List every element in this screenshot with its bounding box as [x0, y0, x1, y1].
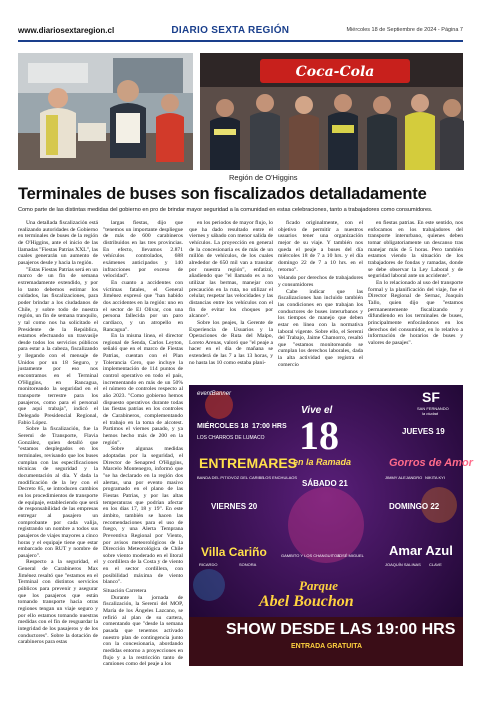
paragraph: Respecto a la seguridad, el General de Carabineros Max Jiménez resaltó que "estamos en el Terminal con distintos servicios públicos para prevenir y asegurar que los pasajeros que están tomando transporte hacia otras regiones tengan un viaje seguro y por ello estamos tomando nuestras medidas con el fin de resguardar la integridad de los pasajeros y de los conductores". Sobre la dotación de carabineros para estas: [18, 559, 98, 646]
sf-logo-icon: SF: [422, 389, 440, 405]
paragraph: Sobre los peajes, la Gerente de Experiencia de Usuarios y la Operaciones de Ruta del Maipo, Loreto Arenas, valoró que "el peaje a hacer en el día de mañana se extenderá de las 7 a las 13 horas, y no hasta las 10 como estaba plani-: [189, 319, 273, 366]
poster-day-friday: VIERNES 20: [211, 502, 258, 511]
paragraph: En lo relacionado al uso del transporte formal y la planificación del viaje, fue el Director Regional de Sernac, Joaquín Tallo, quien dijo que "estamos permanentemente fiscalizando y difundiendo en los terminales de buses, principalmente enfocándonos en los derechos del consumidor, en lo relativo a información de horarios de buses y valores de pasajes".: [368, 279, 463, 346]
paragraph: ficado originalmente, con el objetivo de permitir a nuestros usuarios tener una organización mejor de su viaje. Y también nos queda el peaje a buses del día miércoles 18 de 7 a 10 hrs. y el día domingo 22 de 7 a 10 hrs. en el retorno".: [278, 220, 363, 273]
poster-abel-bouchon: Abel Bouchon: [259, 593, 354, 610]
article-column-3: [189, 220, 273, 385]
poster-ramada: en la Ramada: [293, 457, 352, 467]
paragraph: En cuanto a accidentes con víctimas fatales, el General Jiménez expresó que "han habido dos accidentes en la región: uno en el sector de El Olivar, con una persona fallecida por un paro cardíaco, y un atropello en Rancagua".: [103, 279, 183, 333]
poster-day-1: MIÉRCOLES 18: [197, 423, 249, 430]
paragraph: Una detallada fiscalización está realizando autoridades de Gobierno en terminales de buses de la región de O'Higgins, ante el inicio de las llamadas "Fiestas Patrias XXL", las cuales generarán un aumento de pasajeros desde y hacia la región.: [18, 220, 98, 266]
poster-logo-sub: SAN FERNANDO: [417, 406, 449, 411]
poster-act-thursday: Gorros de Amor: [389, 457, 473, 469]
page-dateline: Miércoles 18 de Septiembre de 2024 - Página 7: [346, 27, 463, 33]
poster-band-d2: CLAVE: [429, 562, 442, 567]
article-column-2: [103, 220, 183, 705]
poster-band-s2: JOSÉ MIGUEL: [337, 553, 364, 558]
poster-logo-sub2: la ciudad: [422, 411, 439, 416]
poster-entremares: ENTREMARES: [199, 455, 298, 471]
poster-big-number: 18: [299, 413, 339, 458]
poster-parque: Parque: [299, 578, 338, 593]
poster-act-1: LOS CHARROS DE LUMACO: [197, 435, 265, 441]
paragraph: en los periodos de mayor flujo, lo que ha dado resultado entre el viernes y sábado con menor salida de vehículos. La proyección en general de la concesionaria es de más de un millón de vehículos, de los cuales alrededor de 650 mil van a transitar por nuestra región", enfatizó, añadiendo que "el llamado es a no utilizar las bermas, manejar con precaución en la ruta, no utilizar el celular, respetar las velocidades y las distancias entre los vehículos con el fin de evitar los choques por alcance".: [189, 220, 273, 320]
poster-time-1: 17:00 HRS: [252, 423, 287, 430]
article-column-4: [278, 220, 363, 385]
paragraph: "Estas Fiestas Patrias será en un marco de un fin de semana extremadamente extendido, y por lo tanto debemos estimar los cuidados, las fiscalizaciones, para poder brindar a los ciudadanos de Chile, y sobre todo de nuestra región, un fin de semana tranquilo, y tal como nos ha solicitado el Presidente de la República, estamos efectuando un trasvasije desde todos los servicios públicos para estar a la cabeza, fiscalizando y llegando con el mensaje de Unidos por un 18 Seguro, y justamente por eso nos encontramos en el Terminal O'Higgins, en Rancagua, monitoreando la seguridad en el transporte terrestre para los pasajeros, como para el personal que aquí trabaja", indicó el Delegado Presidencial Regional, Fabio López.: [18, 266, 98, 426]
paragraph: en fiestas patrias. En este sentido, nos enfocamos en los trabajadores del transporte interurbano, quienes deben tomar obligatoriamente un descanso tras manejar más de 5 horas. Pero también estamos viendo la situación de los trabajadores de fondas y ramadas, donde se debe observar la Ley Laboral y de seguridad laboral ante un accidente".: [368, 220, 463, 280]
poster-day-thursday: JUEVES 19: [402, 427, 445, 436]
photo-officials: [200, 53, 463, 170]
section-label: Región de O'Higgins: [229, 173, 298, 182]
paragraph: Durante la jornada de fiscalización, la Seremi del MOP, María de los Ángeles Lazcano, se refirió al plan de su cartera, comentando que "desde la semana pasada que tenemos activado nuestro plan de contingencia junto con la concesionaria, abordando medidas entorno a proyecciones en flujo y a la restricción tanto de camiones como del peaje a los: [103, 594, 183, 668]
paragraph: Sobre la fiscalización, fue la Seremi de Transporte, Flavia González, quien detalló que "estamos desplegados en los terminales, revisando que los buses cumplan con las especificaciones técnicas de seguridad y la documentación al día. Y dada la modificación de la ley con el Decreto 85, se introducen cambios en los procedimientos de transporte de equipaje, estableciendo que será de responsabilidad de las empresas entregar al pasajero un comprobante por cada valija, registrando un nombre a todos sus pasajeros de viajes mayores a cinco horas y el equipaje tiene que estar embarcado con RUT y nombre de pasajero".: [18, 426, 98, 559]
paragraph: Cabe indicar que las fiscalizaciones han incluido también las condiciones en que trabajan los conductores de buses interurbanos y los tiempos de manejo que deben estar en línea con la normativa laboral vigente. Sobre ello, el Seremi del Trabajo, Jaime Chamorro, resaltó que "estamos monitoreando se cumplan los derechos laborales, dada la alta actividad que registra el comercio: [278, 288, 363, 368]
poster-show-time: SHOW DESDE LAS 19:00 HRS: [226, 621, 456, 638]
poster-band-j2: NIKITA KYI: [425, 475, 445, 480]
article-column-5: [368, 220, 463, 385]
article-subhead: Como parte de las distintas medidas del gobierno en pro de brindar mayor seguridad a la comunidad en estas celebraciones, tanto a trabajadores como consumidores.: [18, 207, 433, 213]
header-rule: [18, 40, 463, 42]
coca-cola-sign: Coca-Cola: [295, 64, 375, 80]
paragraph: largas fiestas, dijo que "tenemos un importante despliegue de más de 600 carabineros distribuidos en las tres provincias. En efecto, llevamos 2.871 vehículos controlados, 688 exámenes anticipados y 140 infracciones por exceso de velocidad".: [103, 220, 183, 280]
paragraph: Sobre algunas medidas adoptadas por la seguridad, el Director de Senapred O'Higgins, Marcelo Montenegro, informó que "se ha declarado en la región dos alertas, una por evento masivo programado en el plano de las Fiestas Patrias, y por las altas temperaturas que podrían afectar en los días 17, 18 y 19". En este ámbito, también se hacen las recomendaciones para el uso de fuego, y una Alerta Temprana Preventiva Regional por Viento, por avisos meteorológicos de la Dirección Meteorológica de Chile sobre viento moderado en el litoral y cordillera de la Costa y de viento en el sector cordillera, con posibilidad máxima de viento blanco".: [103, 446, 183, 586]
site-url[interactable]: www.diariosextaregion.cl: [18, 25, 115, 35]
poster-band-3: LOS ENCHULAOS: [263, 475, 298, 480]
paragraph: En la misma línea, el director regional de Senda, Carlos Leyton, señaló que en el marco de Fiestas Patrias, cuentan con el Plan Tolerancia Cero, que incluye la implementación de 114 puntos de control operativo en todo el país, incrementando en más de un 50% el número de controles respecto al año 2023. "Como gobierno hemos dispuesto operativos durante todas las fiestas patrias en los controles de Carabineros, complementando el trabajo en la toma de alcotest. Partimos el viernes pasado, y ya hemos hecho más de 200 en la región".: [103, 333, 183, 446]
poster-act-friday: Villa Cariño: [201, 545, 267, 559]
poster-vive: Vive el: [301, 405, 333, 416]
newspaper-brand: DIARIO SEXTA REGIÓN: [171, 24, 290, 36]
subheading: Situación Carretera: [103, 588, 147, 595]
poster-day-saturday: SÁBADO 21: [302, 479, 348, 488]
poster-act-sunday: Amar Azul: [389, 543, 453, 558]
subheading: Velando por derechos de trabajadores y consumidores: [278, 275, 363, 288]
photo-inspection: [18, 53, 193, 170]
poster-band-j1: JIMMY ALEJANDRO: [385, 475, 423, 480]
article-headline: Terminales de buses son fiscalizados detalladamente: [18, 185, 427, 203]
poster-band-v1: RICARDO: [199, 562, 218, 567]
fiestas-patrias-poster: [189, 385, 473, 666]
article-column-1: [18, 220, 98, 705]
poster-banner-label: eventBanner: [197, 391, 232, 397]
poster-band-d1: JOAQUÍN SALINAS: [385, 562, 421, 567]
poster-entrada: ENTRADA GRATUITA: [291, 643, 363, 650]
poster-band-s1: GAMBITO Y LOS CHANGUITOS: [281, 553, 340, 558]
poster-band-2: VOZ DEL CARIBE: [231, 475, 264, 480]
poster-band-v2: SONORA: [239, 562, 257, 567]
poster-band-1: BANDA DEL PITIO: [197, 475, 231, 480]
poster-day-sunday: DOMINGO 22: [389, 502, 440, 511]
page-header: [18, 22, 463, 38]
